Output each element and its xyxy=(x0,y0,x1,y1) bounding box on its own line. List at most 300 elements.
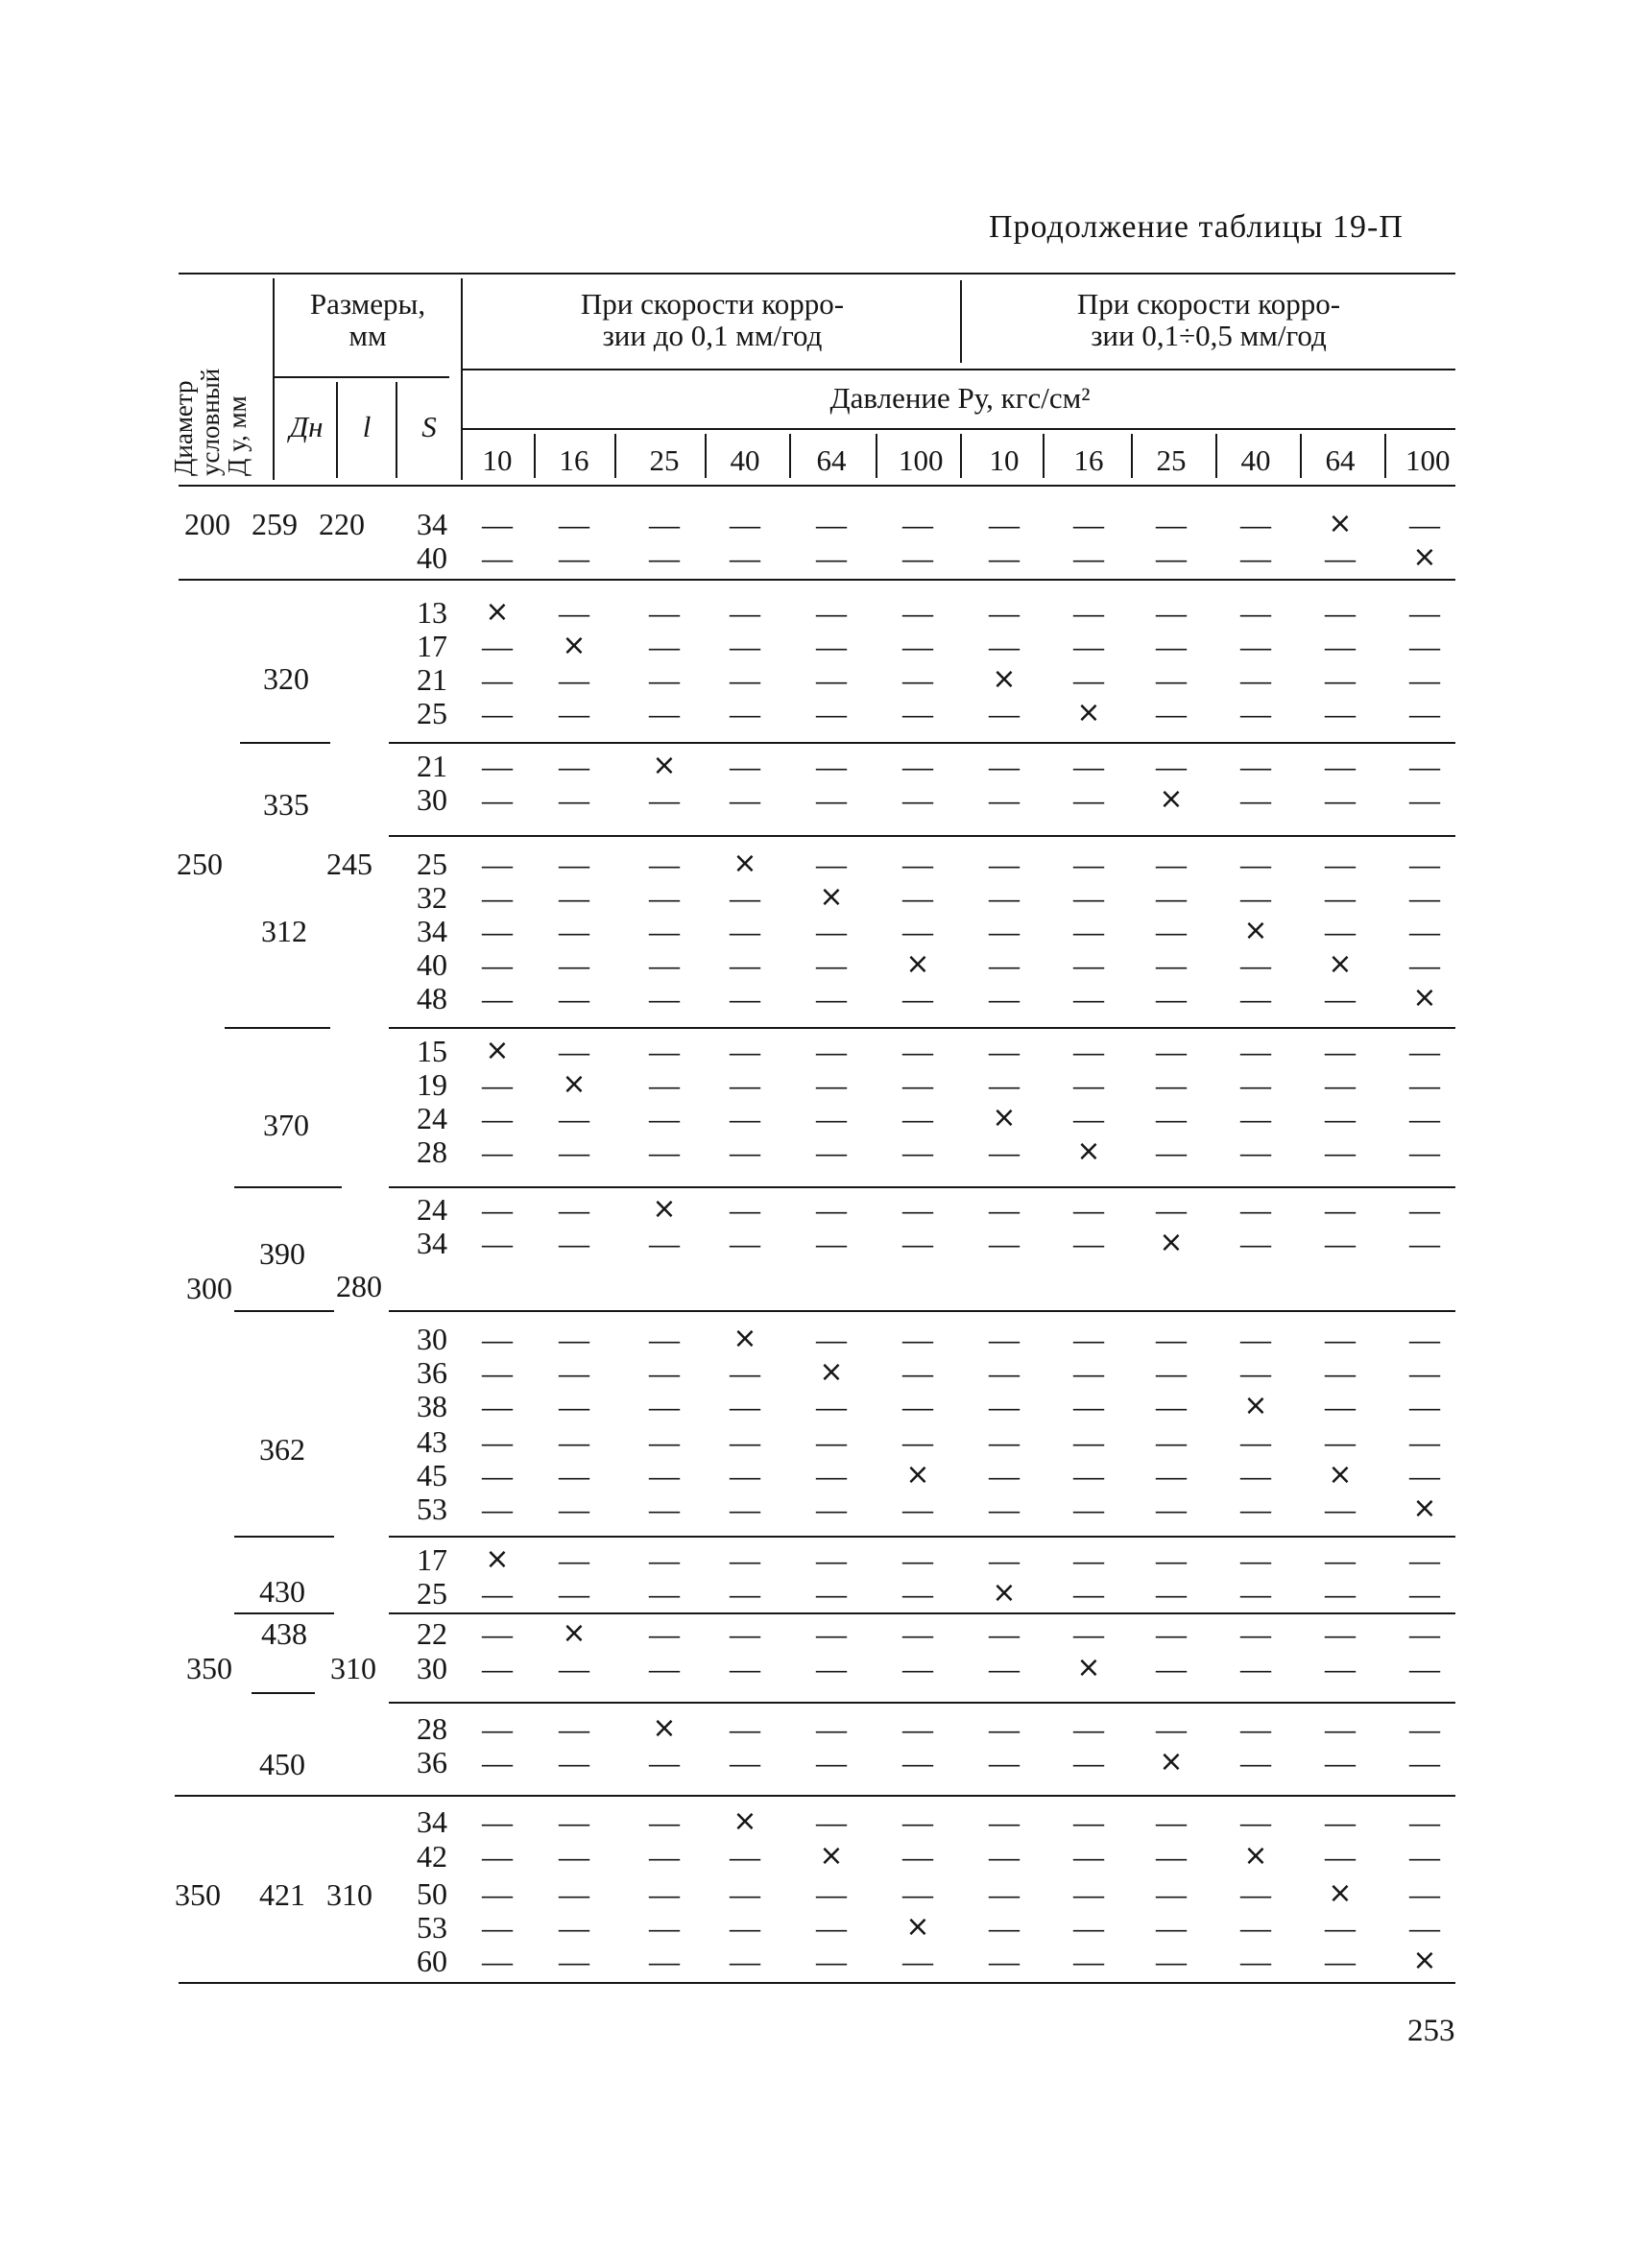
not-applicable-dash: — xyxy=(902,1034,933,1068)
applicable-mark: × xyxy=(1076,696,1101,729)
not-applicable-dash: — xyxy=(902,1492,933,1526)
not-applicable-dash: — xyxy=(1073,1355,1104,1390)
page-number: 253 xyxy=(1407,2014,1455,2048)
not-applicable-dash: — xyxy=(559,1542,589,1577)
not-applicable-dash: — xyxy=(1156,981,1187,1015)
not-applicable-dash: — xyxy=(1325,1355,1356,1390)
dy-label: 300 xyxy=(186,1271,232,1305)
not-applicable-dash: — xyxy=(730,914,760,948)
wall-thickness-value: 28 xyxy=(417,1134,447,1169)
not-applicable-dash: — xyxy=(1409,1616,1440,1651)
not-applicable-dash: — xyxy=(559,1322,589,1356)
not-applicable-dash: — xyxy=(730,696,760,730)
not-applicable-dash: — xyxy=(559,540,589,575)
not-applicable-dash: — xyxy=(1073,1492,1104,1526)
not-applicable-dash: — xyxy=(816,1034,847,1068)
not-applicable-dash: — xyxy=(1073,1944,1104,1978)
not-applicable-dash: — xyxy=(816,1804,847,1839)
not-applicable-dash: — xyxy=(902,749,933,783)
not-applicable-dash: — xyxy=(559,1226,589,1260)
not-applicable-dash: — xyxy=(730,662,760,697)
not-applicable-dash: — xyxy=(989,749,1020,783)
not-applicable-dash: — xyxy=(1409,749,1440,783)
not-applicable-dash: — xyxy=(1073,1804,1104,1839)
wall-thickness-value: 38 xyxy=(417,1389,447,1423)
not-applicable-dash: — xyxy=(1325,1542,1356,1577)
not-applicable-dash: — xyxy=(1156,1804,1187,1839)
not-applicable-dash: — xyxy=(559,1711,589,1746)
not-applicable-dash: — xyxy=(1240,1101,1271,1135)
not-applicable-dash: — xyxy=(1240,880,1271,915)
not-applicable-dash: — xyxy=(902,507,933,541)
wall-thickness-value: 40 xyxy=(417,947,447,982)
not-applicable-dash: — xyxy=(902,1226,933,1260)
not-applicable-dash: — xyxy=(730,880,760,915)
not-applicable-dash: — xyxy=(816,1134,847,1169)
not-applicable-dash: — xyxy=(902,696,933,730)
not-applicable-dash: — xyxy=(816,1492,847,1526)
not-applicable-dash: — xyxy=(649,629,680,663)
applicable-mark: × xyxy=(1243,1839,1268,1873)
not-applicable-dash: — xyxy=(816,1616,847,1651)
not-applicable-dash: — xyxy=(989,1322,1020,1356)
not-applicable-dash: — xyxy=(1073,1226,1104,1260)
vrule-corrosion xyxy=(960,280,962,363)
not-applicable-dash: — xyxy=(816,1542,847,1577)
not-applicable-dash: — xyxy=(649,947,680,982)
not-applicable-dash: — xyxy=(1409,914,1440,948)
applicable-mark: × xyxy=(485,1034,510,1067)
not-applicable-dash: — xyxy=(1156,1034,1187,1068)
not-applicable-dash: — xyxy=(902,1389,933,1423)
not-applicable-dash: — xyxy=(730,1944,760,1978)
not-applicable-dash: — xyxy=(1325,1616,1356,1651)
not-applicable-dash: — xyxy=(730,1192,760,1227)
not-applicable-dash: — xyxy=(1325,629,1356,663)
applicable-mark: × xyxy=(562,1067,587,1101)
not-applicable-dash: — xyxy=(1073,629,1104,663)
applicable-mark: × xyxy=(905,947,930,981)
applicable-mark: × xyxy=(1328,507,1353,540)
not-applicable-dash: — xyxy=(902,1101,933,1135)
dn-label: 312 xyxy=(261,914,307,948)
applicable-mark: × xyxy=(1076,1134,1101,1168)
not-applicable-dash: — xyxy=(730,1839,760,1874)
not-applicable-dash: — xyxy=(1156,947,1187,982)
not-applicable-dash: — xyxy=(1156,1910,1187,1945)
applicable-mark: × xyxy=(652,1192,677,1226)
not-applicable-dash: — xyxy=(902,1745,933,1779)
not-applicable-dash: — xyxy=(1325,1839,1356,1874)
applicable-mark: × xyxy=(905,1458,930,1492)
not-applicable-dash: — xyxy=(730,981,760,1015)
not-applicable-dash: — xyxy=(989,1192,1020,1227)
not-applicable-dash: — xyxy=(902,1192,933,1227)
not-applicable-dash: — xyxy=(989,1389,1020,1423)
not-applicable-dash: — xyxy=(816,1424,847,1459)
not-applicable-dash: — xyxy=(649,662,680,697)
not-applicable-dash: — xyxy=(989,947,1020,982)
dn-header: Дн xyxy=(289,410,324,443)
not-applicable-dash: — xyxy=(1156,1101,1187,1135)
not-applicable-dash: — xyxy=(1325,749,1356,783)
not-applicable-dash: — xyxy=(816,1944,847,1978)
pressure-rule-bottom xyxy=(463,428,1455,430)
not-applicable-dash: — xyxy=(482,1651,513,1685)
applicable-mark: × xyxy=(485,1542,510,1576)
applicable-mark: × xyxy=(1243,914,1268,947)
not-applicable-dash: — xyxy=(1240,1651,1271,1685)
not-applicable-dash: — xyxy=(1240,1067,1271,1102)
not-applicable-dash: — xyxy=(482,1745,513,1779)
not-applicable-dash: — xyxy=(649,1226,680,1260)
pressure-value-6: 10 xyxy=(989,443,1020,477)
applicable-mark: × xyxy=(1412,540,1437,574)
dn-label: 450 xyxy=(259,1747,305,1781)
not-applicable-dash: — xyxy=(482,914,513,948)
table-top-rule xyxy=(179,273,1455,275)
wall-thickness-value: 53 xyxy=(417,1910,447,1945)
dy-label: 200 xyxy=(184,507,230,541)
dy-header-line2: условный xyxy=(196,368,225,476)
not-applicable-dash: — xyxy=(989,540,1020,575)
group-rule-5 xyxy=(389,1186,1455,1188)
not-applicable-dash: — xyxy=(730,1458,760,1492)
not-applicable-dash: — xyxy=(1325,1910,1356,1945)
not-applicable-dash: — xyxy=(559,1876,589,1911)
not-applicable-dash: — xyxy=(1240,629,1271,663)
not-applicable-dash: — xyxy=(989,847,1020,881)
not-applicable-dash: — xyxy=(1325,1576,1356,1611)
not-applicable-dash: — xyxy=(989,595,1020,630)
not-applicable-dash: — xyxy=(559,914,589,948)
corrosion-high-header xyxy=(966,288,1452,351)
not-applicable-dash: — xyxy=(559,1134,589,1169)
pressure-value-8: 25 xyxy=(1156,443,1187,477)
not-applicable-dash: — xyxy=(730,1134,760,1169)
not-applicable-dash: — xyxy=(730,1711,760,1746)
not-applicable-dash: — xyxy=(816,1651,847,1685)
not-applicable-dash: — xyxy=(989,1067,1020,1102)
not-applicable-dash: — xyxy=(649,1492,680,1526)
not-applicable-dash: — xyxy=(1409,1804,1440,1839)
not-applicable-dash: — xyxy=(1240,782,1271,817)
applicable-mark: × xyxy=(732,1322,757,1355)
pressure-value-10: 64 xyxy=(1325,443,1356,477)
not-applicable-dash: — xyxy=(1325,1034,1356,1068)
pressure-value-3: 40 xyxy=(730,443,760,477)
wall-thickness-value: 36 xyxy=(417,1355,447,1390)
sizes-subheader-rule xyxy=(275,376,449,378)
not-applicable-dash: — xyxy=(482,947,513,982)
not-applicable-dash: — xyxy=(1156,1192,1187,1227)
not-applicable-dash: — xyxy=(482,880,513,915)
dn-label: 259 xyxy=(252,507,298,541)
not-applicable-dash: — xyxy=(989,1492,1020,1526)
applicable-mark: × xyxy=(732,1804,757,1838)
not-applicable-dash: — xyxy=(559,1745,589,1779)
not-applicable-dash: — xyxy=(1073,1192,1104,1227)
not-applicable-dash: — xyxy=(559,981,589,1015)
applicable-mark: × xyxy=(1159,1745,1184,1779)
group-rule-2 xyxy=(389,742,1455,744)
not-applicable-dash: — xyxy=(902,1711,933,1746)
not-applicable-dash: — xyxy=(989,696,1020,730)
not-applicable-dash: — xyxy=(989,782,1020,817)
not-applicable-dash: — xyxy=(1156,1651,1187,1685)
not-applicable-dash: — xyxy=(482,1944,513,1978)
not-applicable-dash: — xyxy=(902,1355,933,1390)
not-applicable-dash: — xyxy=(482,1876,513,1911)
vrule-dy xyxy=(273,278,275,480)
dn-label: 390 xyxy=(259,1236,305,1271)
not-applicable-dash: — xyxy=(989,1876,1020,1911)
l-label: 245 xyxy=(326,847,372,881)
applicable-mark: × xyxy=(1076,1651,1101,1684)
wall-thickness-value: 43 xyxy=(417,1424,447,1459)
dn-label: 430 xyxy=(259,1574,305,1609)
not-applicable-dash: — xyxy=(559,782,589,817)
not-applicable-dash: — xyxy=(649,1355,680,1390)
not-applicable-dash: — xyxy=(482,1355,513,1390)
not-applicable-dash: — xyxy=(649,1389,680,1423)
not-applicable-dash: — xyxy=(1325,1711,1356,1746)
not-applicable-dash: — xyxy=(1156,1067,1187,1102)
not-applicable-dash: — xyxy=(989,1910,1020,1945)
not-applicable-dash: — xyxy=(1240,1711,1271,1746)
not-applicable-dash: — xyxy=(649,1034,680,1068)
not-applicable-dash: — xyxy=(989,629,1020,663)
not-applicable-dash: — xyxy=(1156,1839,1187,1874)
not-applicable-dash: — xyxy=(649,1542,680,1577)
not-applicable-dash: — xyxy=(730,1910,760,1945)
not-applicable-dash: — xyxy=(559,696,589,730)
not-applicable-dash: — xyxy=(1156,629,1187,663)
not-applicable-dash: — xyxy=(1156,749,1187,783)
not-applicable-dash: — xyxy=(1409,1651,1440,1685)
not-applicable-dash: — xyxy=(902,629,933,663)
not-applicable-dash: — xyxy=(649,540,680,575)
not-applicable-dash: — xyxy=(1073,1876,1104,1911)
not-applicable-dash: — xyxy=(1156,1322,1187,1356)
applicable-mark: × xyxy=(1412,1492,1437,1525)
not-applicable-dash: — xyxy=(559,1492,589,1526)
not-applicable-dash: — xyxy=(1325,696,1356,730)
applicable-mark: × xyxy=(652,1711,677,1745)
subgroup-rule-9 xyxy=(252,1692,315,1694)
not-applicable-dash: — xyxy=(482,507,513,541)
not-applicable-dash: — xyxy=(730,1492,760,1526)
not-applicable-dash: — xyxy=(649,1839,680,1874)
not-applicable-dash: — xyxy=(1240,507,1271,541)
not-applicable-dash: — xyxy=(1073,540,1104,575)
not-applicable-dash: — xyxy=(649,981,680,1015)
not-applicable-dash: — xyxy=(730,1355,760,1390)
not-applicable-dash: — xyxy=(1325,1424,1356,1459)
not-applicable-dash: — xyxy=(1156,507,1187,541)
not-applicable-dash: — xyxy=(649,1745,680,1779)
not-applicable-dash: — xyxy=(730,1034,760,1068)
not-applicable-dash: — xyxy=(1073,1389,1104,1423)
not-applicable-dash: — xyxy=(1240,847,1271,881)
dn-label: 335 xyxy=(263,787,309,822)
pressure-separator xyxy=(1215,434,1217,478)
not-applicable-dash: — xyxy=(1325,1804,1356,1839)
wall-thickness-value: 34 xyxy=(417,1804,447,1839)
not-applicable-dash: — xyxy=(1409,782,1440,817)
pressure-separator xyxy=(614,434,616,478)
not-applicable-dash: — xyxy=(482,1576,513,1611)
not-applicable-dash: — xyxy=(989,1134,1020,1169)
not-applicable-dash: — xyxy=(1073,847,1104,881)
not-applicable-dash: — xyxy=(649,507,680,541)
wall-thickness-value: 22 xyxy=(417,1616,447,1651)
wall-thickness-value: 19 xyxy=(417,1067,447,1102)
not-applicable-dash: — xyxy=(1325,1651,1356,1685)
wall-thickness-value: 21 xyxy=(417,662,447,697)
l-label: 310 xyxy=(326,1877,372,1912)
not-applicable-dash: — xyxy=(482,1424,513,1459)
not-applicable-dash: — xyxy=(482,662,513,697)
pressure-rule-top xyxy=(463,369,1455,370)
not-applicable-dash: — xyxy=(989,1034,1020,1068)
not-applicable-dash: — xyxy=(649,1804,680,1839)
not-applicable-dash: — xyxy=(1073,1910,1104,1945)
not-applicable-dash: — xyxy=(649,595,680,630)
dn-label: 438 xyxy=(261,1616,307,1651)
not-applicable-dash: — xyxy=(1240,1944,1271,1978)
wall-thickness-value: 17 xyxy=(417,1542,447,1577)
dy-header-line1: Диаметр xyxy=(169,380,198,476)
not-applicable-dash: — xyxy=(1325,1492,1356,1526)
not-applicable-dash: — xyxy=(1325,595,1356,630)
applicable-mark: × xyxy=(1159,782,1184,816)
not-applicable-dash: — xyxy=(989,981,1020,1015)
corrosion-low-line1: При скорости корро- xyxy=(580,287,845,321)
s-header: S xyxy=(421,410,437,443)
not-applicable-dash: — xyxy=(1073,1458,1104,1492)
not-applicable-dash: — xyxy=(816,595,847,630)
group-rule-10 xyxy=(175,1795,1455,1797)
not-applicable-dash: — xyxy=(559,947,589,982)
not-applicable-dash: — xyxy=(1073,507,1104,541)
pressure-separator xyxy=(1300,434,1302,478)
not-applicable-dash: — xyxy=(816,981,847,1015)
not-applicable-dash: — xyxy=(1073,880,1104,915)
not-applicable-dash: — xyxy=(649,1424,680,1459)
applicable-mark: × xyxy=(1412,981,1437,1015)
wall-thickness-value: 24 xyxy=(417,1101,447,1135)
not-applicable-dash: — xyxy=(482,749,513,783)
not-applicable-dash: — xyxy=(649,880,680,915)
not-applicable-dash: — xyxy=(559,1804,589,1839)
not-applicable-dash: — xyxy=(730,595,760,630)
not-applicable-dash: — xyxy=(1156,914,1187,948)
not-applicable-dash: — xyxy=(1156,1711,1187,1746)
not-applicable-dash: — xyxy=(989,914,1020,948)
not-applicable-dash: — xyxy=(1156,847,1187,881)
not-applicable-dash: — xyxy=(1409,1322,1440,1356)
applicable-mark: × xyxy=(819,880,844,914)
not-applicable-dash: — xyxy=(989,1745,1020,1779)
not-applicable-dash: — xyxy=(902,1839,933,1874)
vrule-sizes xyxy=(461,278,463,480)
not-applicable-dash: — xyxy=(649,847,680,881)
not-applicable-dash: — xyxy=(1325,662,1356,697)
not-applicable-dash: — xyxy=(482,1910,513,1945)
not-applicable-dash: — xyxy=(1156,662,1187,697)
not-applicable-dash: — xyxy=(649,696,680,730)
not-applicable-dash: — xyxy=(902,1576,933,1611)
not-applicable-dash: — xyxy=(902,595,933,630)
not-applicable-dash: — xyxy=(730,1745,760,1779)
not-applicable-dash: — xyxy=(730,1651,760,1685)
wall-thickness-value: 40 xyxy=(417,540,447,575)
not-applicable-dash: — xyxy=(1240,662,1271,697)
wall-thickness-value: 17 xyxy=(417,629,447,663)
not-applicable-dash: — xyxy=(730,947,760,982)
not-applicable-dash: — xyxy=(1409,1226,1440,1260)
not-applicable-dash: — xyxy=(989,1616,1020,1651)
table-bottom-rule xyxy=(179,1982,1455,1984)
not-applicable-dash: — xyxy=(1409,1839,1440,1874)
pressure-separator xyxy=(1131,434,1133,478)
not-applicable-dash: — xyxy=(1240,1226,1271,1260)
dy-header xyxy=(169,305,265,476)
not-applicable-dash: — xyxy=(559,1839,589,1874)
not-applicable-dash: — xyxy=(1240,1034,1271,1068)
applicable-mark: × xyxy=(819,1355,844,1389)
not-applicable-dash: — xyxy=(816,1745,847,1779)
pressure-value-0: 10 xyxy=(482,443,513,477)
not-applicable-dash: — xyxy=(1409,1034,1440,1068)
l-header: l xyxy=(362,410,372,443)
not-applicable-dash: — xyxy=(482,1192,513,1227)
corrosion-low-header xyxy=(468,288,956,351)
not-applicable-dash: — xyxy=(559,662,589,697)
not-applicable-dash: — xyxy=(1325,1101,1356,1135)
not-applicable-dash: — xyxy=(816,662,847,697)
not-applicable-dash: — xyxy=(482,1101,513,1135)
not-applicable-dash: — xyxy=(1325,1322,1356,1356)
not-applicable-dash: — xyxy=(1325,1192,1356,1227)
not-applicable-dash: — xyxy=(816,1101,847,1135)
not-applicable-dash: — xyxy=(1325,540,1356,575)
not-applicable-dash: — xyxy=(1240,1424,1271,1459)
not-applicable-dash: — xyxy=(559,847,589,881)
not-applicable-dash: — xyxy=(816,629,847,663)
not-applicable-dash: — xyxy=(559,1910,589,1945)
not-applicable-dash: — xyxy=(649,1651,680,1685)
not-applicable-dash: — xyxy=(816,1389,847,1423)
not-applicable-dash: — xyxy=(1325,1134,1356,1169)
pressure-separator xyxy=(789,434,791,478)
not-applicable-dash: — xyxy=(1073,1101,1104,1135)
pressure-value-11: 100 xyxy=(1405,443,1451,477)
not-applicable-dash: — xyxy=(1240,1492,1271,1526)
not-applicable-dash: — xyxy=(1240,1616,1271,1651)
dn-label: 320 xyxy=(263,661,309,696)
not-applicable-dash: — xyxy=(1409,1355,1440,1390)
pressure-value-9: 40 xyxy=(1240,443,1271,477)
not-applicable-dash: — xyxy=(816,914,847,948)
not-applicable-dash: — xyxy=(1409,629,1440,663)
not-applicable-dash: — xyxy=(1156,595,1187,630)
not-applicable-dash: — xyxy=(559,1424,589,1459)
not-applicable-dash: — xyxy=(1325,880,1356,915)
not-applicable-dash: — xyxy=(816,507,847,541)
corrosion-high-line1: При скорости корро- xyxy=(1076,287,1341,321)
